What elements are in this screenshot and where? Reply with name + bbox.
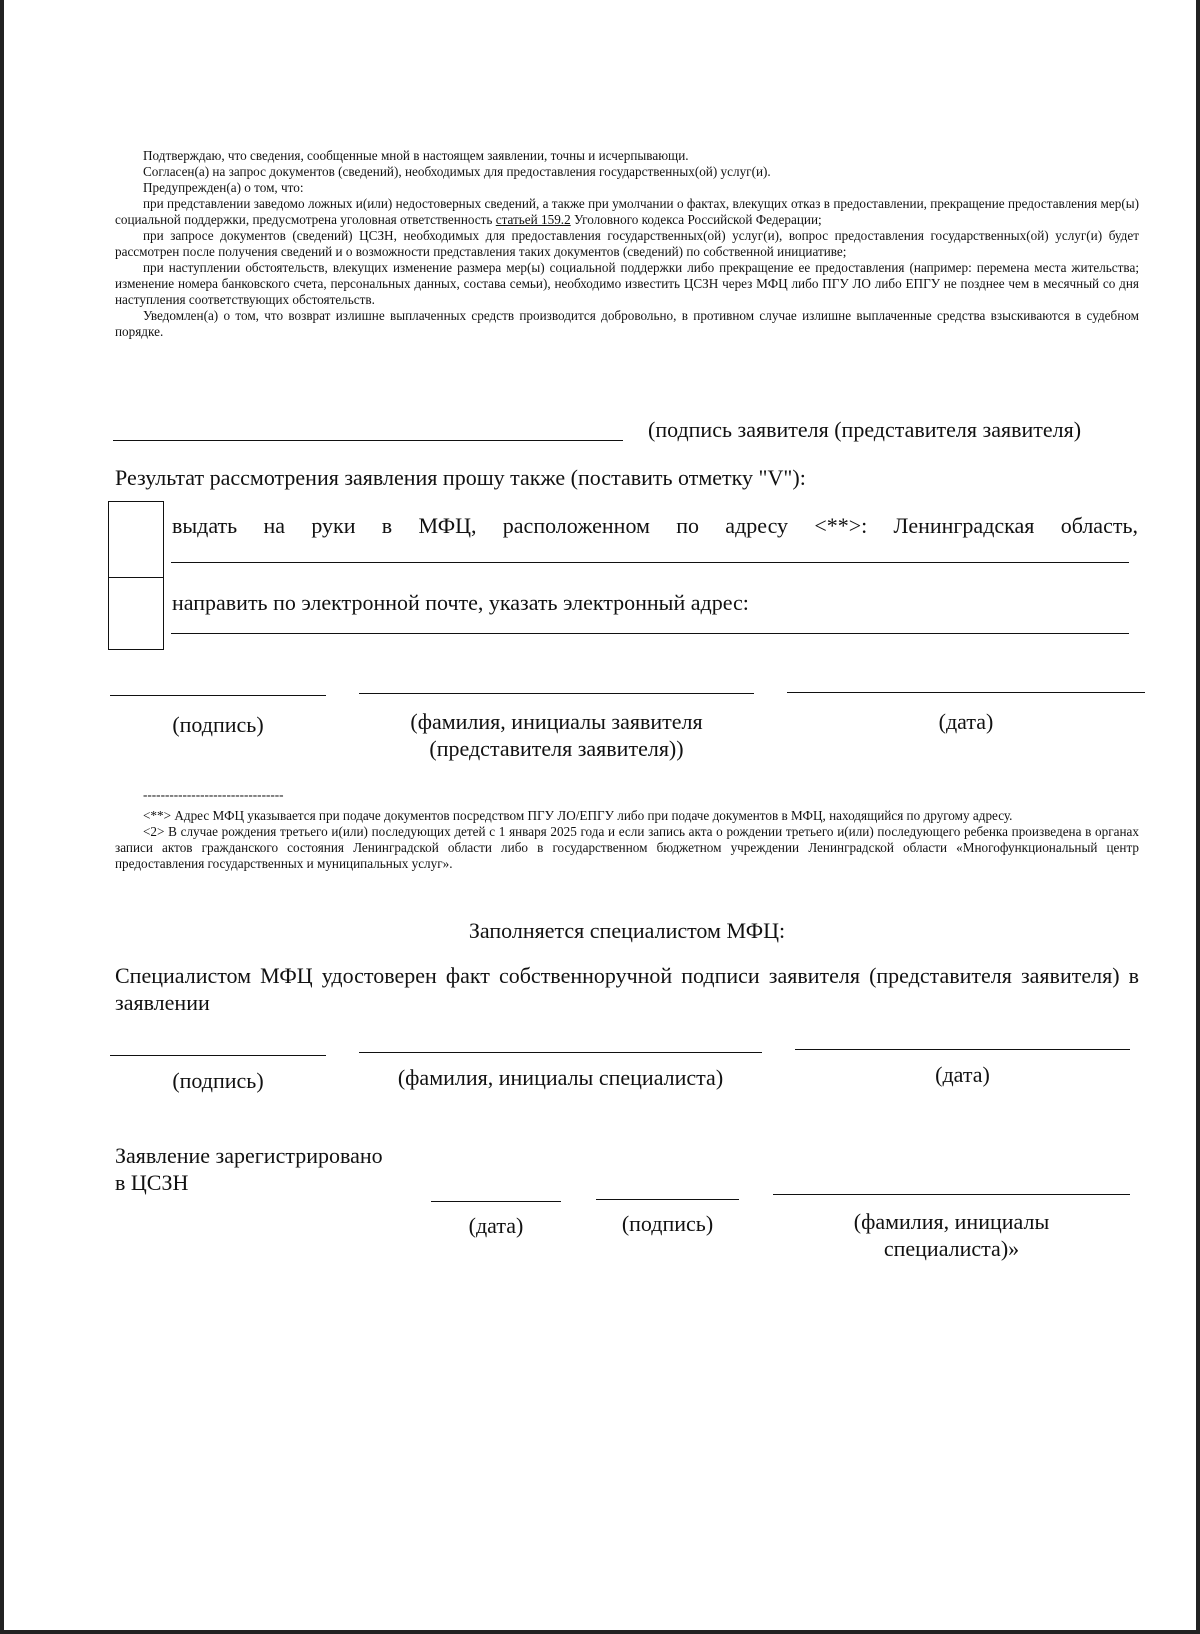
footnote-mfc-address: <**> Адрес МФЦ указывается при подаче документов посредством ПГУ ЛО/ЕПГУ либо при подаче документов в МФЦ, находящийся по другому адресу. (143, 808, 1013, 823)
applicant-name-caption-line2: (представителя заявителя)) (429, 736, 684, 761)
declaration-block (115, 148, 1139, 340)
address-input-line[interactable] (171, 562, 1129, 563)
footnote-separator: -------------------------------- (143, 787, 284, 802)
scan-edge-left (0, 0, 4, 1634)
registration-name-caption (773, 1208, 1130, 1262)
mfc-statement: Специалистом МФЦ удостоверен факт собственноручной подписи заявителя (представителя заявителя) в заявлении (115, 963, 1139, 1015)
applicant-date-caption: (дата) (938, 709, 994, 734)
mfc-name-line[interactable] (359, 1052, 762, 1053)
option-email-label: направить по электронной почте, указать электронный адрес: (172, 590, 749, 615)
email-input-line[interactable] (171, 633, 1129, 634)
checkbox-hand-delivery[interactable] (110, 503, 162, 576)
result-heading: Результат рассмотрения заявления прошу также (поставить отметку "V"): (115, 465, 806, 490)
mfc-date-caption: (дата) (935, 1062, 990, 1087)
option-hand-delivery-label: выдать на руки в МФЦ, расположенном по адресу <**>: Ленинградская область, (172, 513, 1138, 538)
mfc-sign-caption: (подпись) (172, 1068, 264, 1093)
applicant-signature-line[interactable] (113, 440, 623, 441)
declaration-p3: Предупрежден(а) о том, что: (143, 180, 304, 195)
footnotes-block (115, 808, 1139, 872)
registration-date-caption: (дата) (468, 1213, 524, 1238)
applicant-name-caption (359, 708, 754, 762)
checkbox-divider (108, 577, 164, 578)
mfc-section-heading: Заполняется специалистом МФЦ: (468, 918, 786, 943)
registration-label-line2: в ЦСЗН (115, 1170, 189, 1195)
applicant-sign-caption: (подпись) (172, 712, 264, 737)
registration-date-line[interactable] (431, 1201, 561, 1202)
applicant-name-line[interactable] (359, 693, 754, 694)
declaration-p4-before: при представлении заведомо ложных и(или) недостоверных сведений, а также при умолчании о фактах, влекущих отказ в предоставлении, прекращение предоставления мер(ы) социальной поддержки, предусмотрена уголовная ответственность (115, 196, 1139, 227)
registration-name-line[interactable] (773, 1194, 1130, 1195)
applicant-signature-caption: (подпись заявителя (представителя заявителя) (648, 417, 1082, 442)
footnote-third-child: <2> В случае рождения третьего и(или) последующих детей с 1 января 2025 года и если запись акта о рождении третьего и(или) последующего ребенка произведена в органах записи актов гражданского состояния Ленинградской области либо в государственном бюджетном учреждении Ленинградской области «Многофункциональный центр предоставления государственных и муниципальных услуг». (115, 824, 1139, 871)
checkbox-email[interactable] (110, 579, 162, 648)
declaration-p1: Подтверждаю, что сведения, сообщенные мной в настоящем заявлении, точны и исчерпывающи. (143, 148, 689, 163)
registration-sign-line[interactable] (596, 1199, 739, 1200)
registration-sign-caption: (подпись) (621, 1211, 714, 1236)
applicant-sign-line[interactable] (110, 695, 326, 696)
declaration-p4-after: Уголовного кодекса Российской Федерации; (570, 212, 822, 227)
declaration-p4 (115, 196, 1139, 228)
declaration-p7: Уведомлен(а) о том, что возврат излишне выплаченных средств производится добровольно, в противном случае излишне выплаченные средства взыскиваются в судебном порядке. (115, 308, 1139, 339)
applicant-name-caption-line1: (фамилия, инициалы заявителя (410, 709, 703, 734)
mfc-sign-line[interactable] (110, 1055, 326, 1056)
criminal-code-link[interactable]: статьей 159.2 (495, 212, 571, 227)
declaration-p6: при наступлении обстоятельств, влекущих изменение размера мер(ы) социальной поддержки либо прекращение ее предоставления (например: перемена места жительства; изменение номера банковского счета, персональных данных, состава семьи), необходимо известить ЦСЗН через МФЦ либо ПГУ ЛО либо ЕПГУ не позднее чем в месячный со дня наступления соответствующих обстоятельств. (115, 260, 1139, 307)
declaration-p5: при запросе документов (сведений) ЦСЗН, необходимых для предоставления государственных(ой) услуг(и), вопрос предоставления государственных(ой) услуг(и) будет рассмотрен после получения сведений и о возможности представления таких документов (сведений) по собственной инициативе; (115, 228, 1139, 259)
applicant-date-line[interactable] (787, 692, 1145, 693)
registration-label-line1: Заявление зарегистрировано (115, 1143, 383, 1168)
mfc-date-line[interactable] (795, 1049, 1130, 1050)
scan-edge-right (1196, 0, 1200, 1634)
mfc-name-caption: (фамилия, инициалы специалиста) (397, 1065, 724, 1090)
registration-name-caption-line1: (фамилия, инициалы (853, 1209, 1050, 1234)
scan-edge-bottom (0, 1630, 1200, 1634)
declaration-p2: Согласен(а) на запрос документов (сведений), необходимых для предоставления государственных(ой) услуг(и). (143, 164, 771, 179)
registration-name-caption-line2: специалиста)» (883, 1236, 1020, 1261)
registration-label (115, 1142, 383, 1196)
